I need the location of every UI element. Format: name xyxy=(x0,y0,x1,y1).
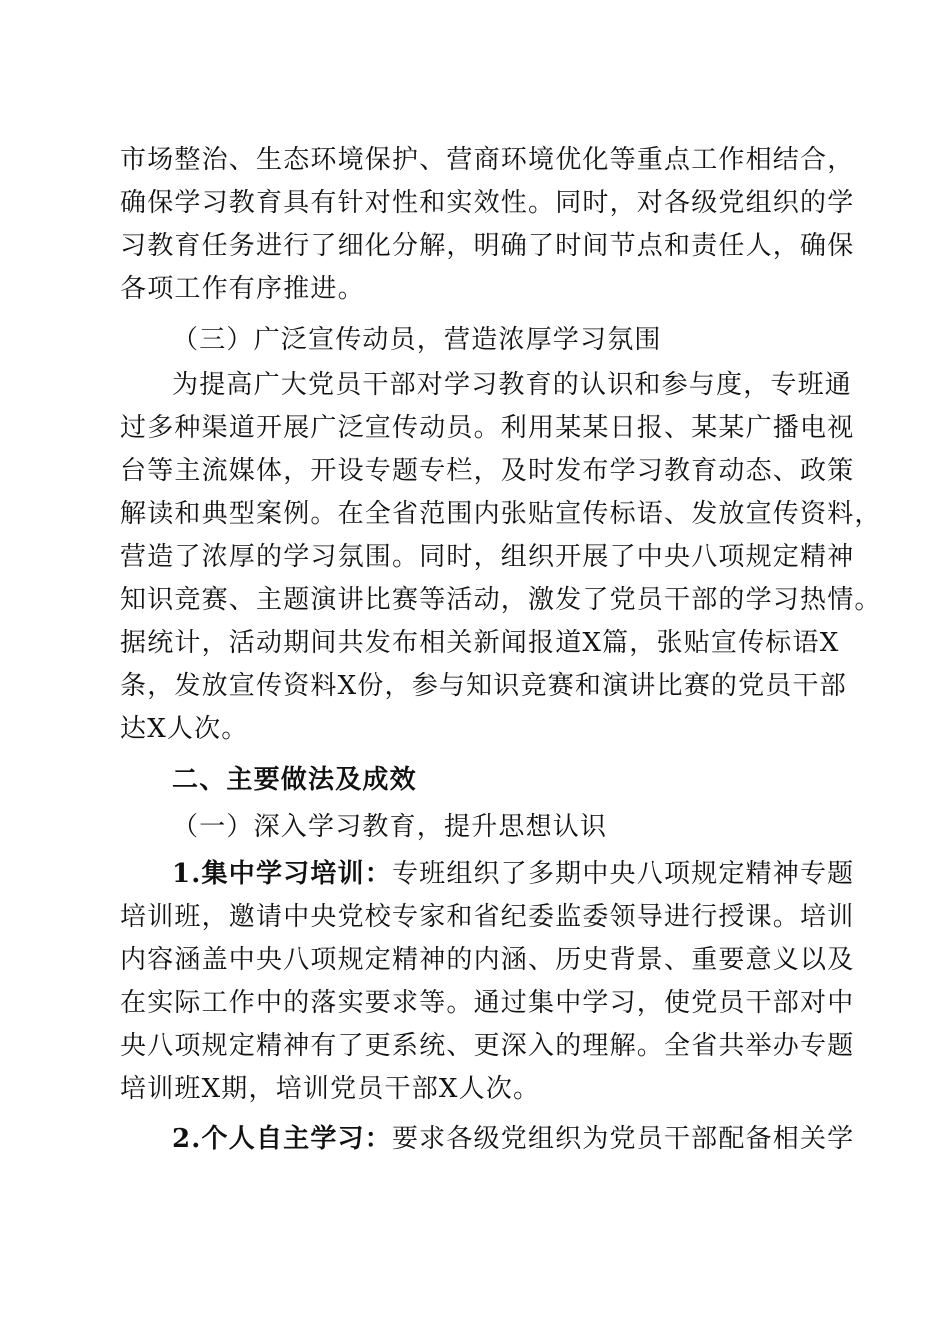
paragraph-line: 习教育任务进行了细化分解，明确了时间节点和责任人，确保 xyxy=(120,231,855,261)
numbered-item-1 xyxy=(172,857,854,891)
item-heading: 1.集中学习培训： xyxy=(172,859,392,889)
paragraph-line: 知识竞赛、主题演讲比赛等活动，激发了党员干部的学习热情。 xyxy=(120,585,882,615)
paragraph-line: 市场整治、生态环境保护、营商环境优化等重点工作相结合， xyxy=(120,145,855,175)
paragraph-line: 培训班，邀请中央党校专家和省纪委监委领导进行授课。培训 xyxy=(120,902,855,932)
paragraph-line: 内容涵盖中央八项规定精神的内涵、历史背景、重要意义以及 xyxy=(120,945,855,975)
section-heading: （一）深入学习教育，提升思想认识 xyxy=(172,812,608,842)
section-heading: （三）广泛宣传动员，营造浓厚学习氛围 xyxy=(172,325,662,355)
paragraph-line: 过多种渠道开展广泛宣传动员。利用某某日报、某某广播电视 xyxy=(120,413,855,443)
paragraph-line: 培训班X期，培训党员干部X人次。 xyxy=(120,1074,541,1104)
numbered-item-2 xyxy=(172,1122,854,1156)
paragraph-line: 在实际工作中的落实要求等。通过集中学习，使党员干部对中 xyxy=(120,988,855,1018)
item-text: 专班组织了多期中央八项规定精神专题 xyxy=(391,859,855,889)
paragraph-line: 达X人次。 xyxy=(120,714,249,744)
paragraph-line: 为提高广大党员干部对学习教育的认识和参与度，专班通 xyxy=(172,370,853,400)
paragraph-line: 据统计，活动期间共发布相关新闻报道X篇，张贴宣传标语X xyxy=(120,628,840,658)
paragraph-line: 条，发放宣传资料X份，参与知识竞赛和演讲比赛的党员干部 xyxy=(120,671,847,701)
paragraph-line: 营造了浓厚的学习氛围。同时，组织开展了中央八项规定精神 xyxy=(120,542,855,572)
item-text: 要求各级党组织为党员干部配备相关学 xyxy=(391,1124,855,1154)
item-heading: 2.个人自主学习： xyxy=(172,1124,392,1154)
paragraph-line: 确保学习教育具有针对性和实效性。同时，对各级党组织的学 xyxy=(120,188,855,218)
paragraph-line: 台等主流媒体，开设专题专栏，及时发布学习教育动态、政策 xyxy=(120,456,855,486)
paragraph-line: 央八项规定精神有了更系统、更深入的理解。全省共举办专题 xyxy=(120,1031,855,1061)
paragraph-line: 解读和典型案例。在全省范围内张贴宣传标语、发放宣传资料， xyxy=(120,499,882,529)
chapter-heading: 二、主要做法及成效 xyxy=(172,765,417,795)
paragraph-line: 各项工作有序推进。 xyxy=(120,274,365,304)
